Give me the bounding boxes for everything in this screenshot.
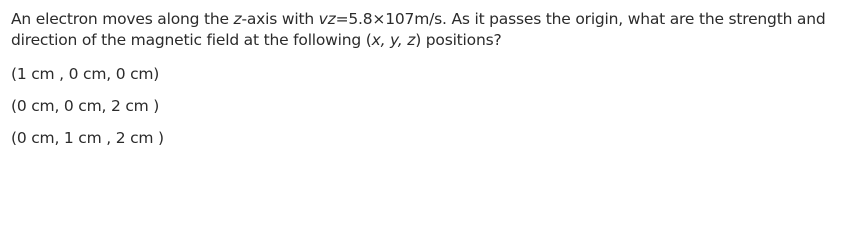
position-item-2: (0 cm, 0 cm, 2 cm ) xyxy=(11,97,160,115)
velocity-symbol: vz xyxy=(318,10,336,28)
velocity-value: =5.8×107m/s. As it passes the origin, what are the strength and direction of the magnetic field at the following ( xyxy=(11,10,826,49)
question-block xyxy=(11,9,846,160)
prompt-end: ) positions? xyxy=(415,31,502,49)
question-prompt xyxy=(11,9,846,51)
positions-list xyxy=(11,64,846,149)
prompt-after-axis: -axis with xyxy=(241,10,319,28)
position-item-3: (0 cm, 1 cm , 2 cm ) xyxy=(11,129,164,147)
position-item-1: (1 cm , 0 cm, 0 cm) xyxy=(11,65,160,83)
coordinate-variables: x, y, z xyxy=(371,31,416,49)
prompt-start: An electron moves along the xyxy=(11,10,234,28)
axis-variable: z xyxy=(233,10,242,28)
